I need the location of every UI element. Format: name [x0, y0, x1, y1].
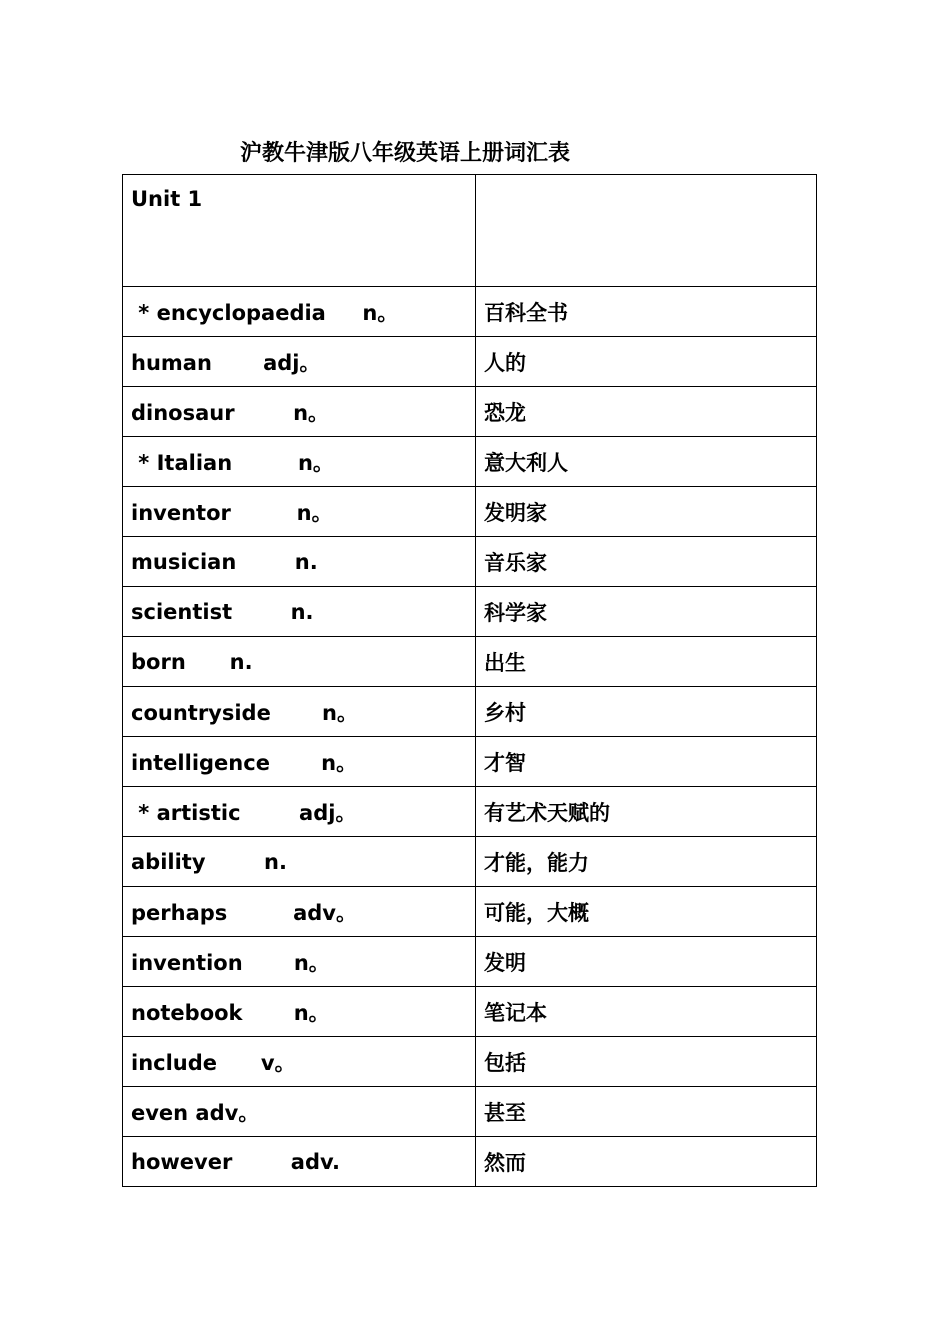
vocab-row — [123, 1087, 817, 1137]
vocab-row — [123, 737, 817, 787]
vocab-meaning: 音乐家 — [476, 537, 817, 587]
vocab-word: dinosaur n。 — [123, 387, 476, 437]
vocab-meaning: 出生 — [476, 637, 817, 687]
vocab-word: human adj。 — [123, 337, 476, 387]
vocab-row — [123, 637, 817, 687]
vocab-meaning: 科学家 — [476, 587, 817, 637]
vocab-row — [123, 687, 817, 737]
vocab-meaning: 包括 — [476, 1037, 817, 1087]
vocab-word: even adv。 — [123, 1087, 476, 1137]
vocab-meaning: 才能，能力 — [476, 837, 817, 887]
vocab-row — [123, 587, 817, 637]
vocab-meaning: 恐龙 — [476, 387, 817, 437]
vocab-word: notebook n。 — [123, 987, 476, 1037]
vocab-row — [123, 387, 817, 437]
vocab-meaning: 发明 — [476, 937, 817, 987]
vocab-word: countryside n。 — [123, 687, 476, 737]
vocab-row — [123, 487, 817, 537]
vocab-meaning: 然而 — [476, 1137, 817, 1187]
vocab-row — [123, 437, 817, 487]
vocab-word: * Italian n。 — [123, 437, 476, 487]
vocab-row — [123, 1137, 817, 1187]
vocab-row — [123, 537, 817, 587]
unit-header-blank — [476, 175, 817, 287]
vocab-word: ability n. — [123, 837, 476, 887]
vocab-word: * encyclopaedia n。 — [123, 287, 476, 337]
vocab-row — [123, 837, 817, 887]
vocab-word: * artistic adj。 — [123, 787, 476, 837]
vocab-row — [123, 987, 817, 1037]
vocab-meaning: 意大利人 — [476, 437, 817, 487]
vocab-row — [123, 1037, 817, 1087]
vocab-word: however adv. — [123, 1137, 476, 1187]
vocab-meaning: 可能，大概 — [476, 887, 817, 937]
vocab-word: scientist n. — [123, 587, 476, 637]
vocab-meaning: 乡村 — [476, 687, 817, 737]
vocab-row — [123, 887, 817, 937]
vocab-row — [123, 787, 817, 837]
vocabulary-table — [122, 174, 817, 1187]
unit-label: Unit 1 — [123, 175, 476, 287]
page-title: 沪教牛津版八年级英语上册词汇表 — [240, 141, 571, 166]
vocab-meaning: 甚至 — [476, 1087, 817, 1137]
vocab-word: intelligence n。 — [123, 737, 476, 787]
vocab-word: born n. — [123, 637, 476, 687]
vocab-word: inventor n。 — [123, 487, 476, 537]
vocab-meaning: 百科全书 — [476, 287, 817, 337]
vocab-row — [123, 337, 817, 387]
vocab-row — [123, 937, 817, 987]
vocab-word: musician n. — [123, 537, 476, 587]
vocab-meaning: 人的 — [476, 337, 817, 387]
vocab-meaning: 才智 — [476, 737, 817, 787]
vocab-meaning: 发明家 — [476, 487, 817, 537]
vocab-meaning: 笔记本 — [476, 987, 817, 1037]
vocab-word: invention n。 — [123, 937, 476, 987]
vocab-word: perhaps adv。 — [123, 887, 476, 937]
vocab-word: include v。 — [123, 1037, 476, 1087]
vocab-row — [123, 287, 817, 337]
unit-header-row — [123, 175, 817, 287]
vocab-meaning: 有艺术天赋的 — [476, 787, 817, 837]
